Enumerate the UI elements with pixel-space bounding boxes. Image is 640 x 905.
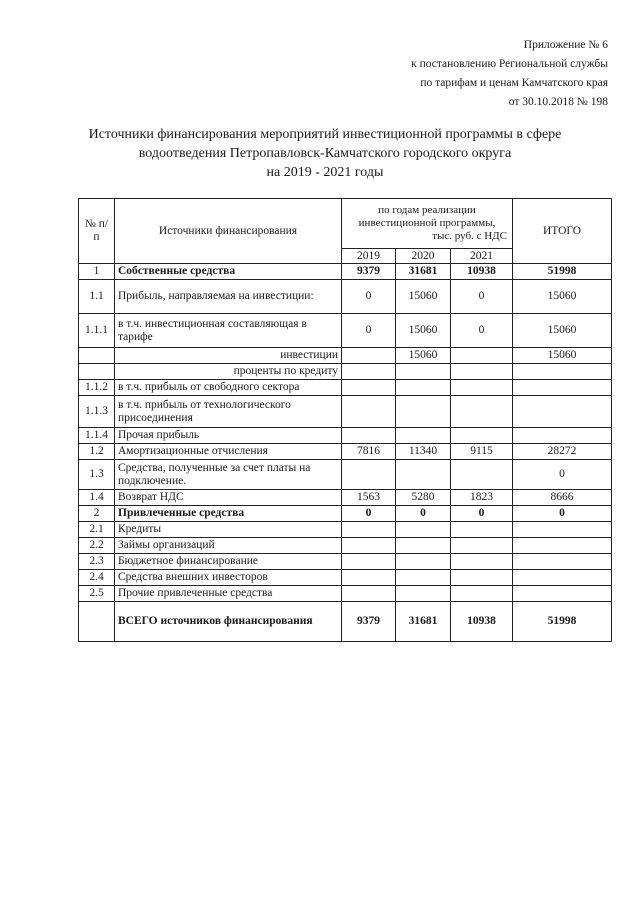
row-value-total	[513, 538, 612, 554]
row-number: 2.3	[79, 554, 115, 570]
header-year: 2021	[451, 249, 513, 264]
table-row	[79, 314, 612, 348]
row-value-2021: 10938	[451, 264, 513, 280]
row-value-total	[513, 522, 612, 538]
row-value-2021: 0	[451, 280, 513, 314]
row-value-2020: 31681	[396, 264, 451, 280]
row-value-2020	[396, 428, 451, 444]
row-value-2021	[451, 522, 513, 538]
row-value-2021: 9115	[451, 444, 513, 460]
header-year: 2019	[342, 249, 396, 264]
appendix-line: от 30.10.2018 № 198	[508, 96, 608, 108]
table-row	[79, 380, 612, 396]
row-number: 1.1.1	[79, 314, 115, 348]
row-value-2020	[396, 460, 451, 490]
title-line: Источники финансирования мероприятий инвестиционной программы в сфере	[88, 127, 562, 142]
row-value-2019	[342, 522, 396, 538]
row-value-total: 15060	[513, 348, 612, 364]
header-source: Источники финансирования	[115, 199, 342, 264]
row-number: 2.4	[79, 570, 115, 586]
row-value-total: 15060	[513, 314, 612, 348]
row-number	[79, 348, 115, 364]
title-line: водоотведения Петропавловск-Камчатского городского округа	[138, 146, 512, 161]
row-value-2019	[342, 554, 396, 570]
row-number: 1.3	[79, 460, 115, 490]
row-value-2021	[451, 348, 513, 364]
row-value-2020	[396, 396, 451, 428]
row-value-2021	[451, 554, 513, 570]
table-row	[79, 490, 612, 506]
row-value-2021	[451, 586, 513, 602]
row-value-total: 0	[513, 460, 612, 490]
row-number: 1.1.2	[79, 380, 115, 396]
row-source-label: в т.ч. прибыль от свободного сектора	[115, 380, 342, 396]
header-unit: тыс. руб. с НДС	[432, 230, 508, 242]
table-row	[79, 396, 612, 428]
grand-total-2019: 9379	[342, 602, 396, 642]
grand-total-value: 51998	[513, 602, 612, 642]
row-source-label: Возврат НДС	[115, 490, 342, 506]
grand-total-2021: 10938	[451, 602, 513, 642]
table-row	[79, 570, 612, 586]
header-total: ИТОГО	[513, 199, 612, 264]
table-row	[79, 264, 612, 280]
row-source-label: Средства внешних инвесторов	[115, 570, 342, 586]
row-value-2021	[451, 570, 513, 586]
appendix-line: Приложение № 6	[523, 39, 608, 51]
table-row	[79, 364, 612, 380]
row-source-label: Собственные средства	[115, 264, 342, 280]
row-source-label: Привлеченные средства	[115, 506, 342, 522]
grand-total-row	[79, 602, 612, 642]
row-value-2020: 15060	[396, 348, 451, 364]
title-line: на 2019 - 2021 годы	[266, 165, 384, 180]
table-row	[79, 538, 612, 554]
row-number: 1	[79, 264, 115, 280]
grand-total-number	[79, 602, 115, 642]
row-value-2020	[396, 380, 451, 396]
row-value-total	[513, 364, 612, 380]
row-source-label: Средства, полученные за счет платы на подключение.	[115, 460, 342, 490]
row-number	[79, 364, 115, 380]
row-value-2020	[396, 538, 451, 554]
row-value-2019: 9379	[342, 264, 396, 280]
document-title	[80, 125, 570, 182]
row-value-2020	[396, 522, 451, 538]
row-number: 1.1.3	[79, 396, 115, 428]
row-value-2020: 11340	[396, 444, 451, 460]
row-value-2021	[451, 460, 513, 490]
row-source-label: Прочие привлеченные средства	[115, 586, 342, 602]
table-row	[79, 428, 612, 444]
table-row	[79, 348, 612, 364]
row-value-2020: 15060	[396, 314, 451, 348]
table-row	[79, 444, 612, 460]
row-source-label: инвестиции	[115, 348, 342, 364]
row-value-2020	[396, 570, 451, 586]
row-value-2019	[342, 380, 396, 396]
header-year: 2020	[396, 249, 451, 264]
grand-total-2020: 31681	[396, 602, 451, 642]
row-value-2021	[451, 428, 513, 444]
row-value-2020: 15060	[396, 280, 451, 314]
grand-total-label: ВСЕГО источников финансирования	[115, 602, 342, 642]
appendix-block	[411, 36, 608, 112]
row-value-2021	[451, 380, 513, 396]
row-source-label: Бюджетное финансирование	[115, 554, 342, 570]
table-row	[79, 460, 612, 490]
header-row	[79, 199, 612, 249]
row-value-2019: 0	[342, 280, 396, 314]
header-period-text: по годам реализации инвестиционной программы,	[358, 204, 496, 229]
row-value-2021: 0	[451, 506, 513, 522]
table-row	[79, 586, 612, 602]
row-value-2019	[342, 348, 396, 364]
row-value-total: 0	[513, 506, 612, 522]
appendix-line: по тарифам и ценам Камчатского края	[420, 77, 608, 89]
row-number: 2.1	[79, 522, 115, 538]
row-source-label: проценты по кредиту	[115, 364, 342, 380]
row-number: 2.5	[79, 586, 115, 602]
row-value-2019	[342, 396, 396, 428]
row-source-label: в т.ч. прибыль от технологического присоединения	[115, 396, 342, 428]
row-value-2021	[451, 364, 513, 380]
row-value-total	[513, 380, 612, 396]
row-value-2019	[342, 538, 396, 554]
row-value-2019	[342, 570, 396, 586]
row-source-label: Амортизационные отчисления	[115, 444, 342, 460]
row-value-2021	[451, 396, 513, 428]
row-value-2020: 0	[396, 506, 451, 522]
header-period	[342, 199, 513, 249]
row-value-total: 28272	[513, 444, 612, 460]
row-value-2019	[342, 460, 396, 490]
row-value-total	[513, 554, 612, 570]
row-source-label: Займы организаций	[115, 538, 342, 554]
row-value-2019: 7816	[342, 444, 396, 460]
row-value-total	[513, 570, 612, 586]
row-value-2021: 0	[451, 314, 513, 348]
table-row	[79, 506, 612, 522]
row-source-label: Кредиты	[115, 522, 342, 538]
row-number: 1.1	[79, 280, 115, 314]
row-value-2020	[396, 586, 451, 602]
row-value-total: 51998	[513, 264, 612, 280]
row-number: 1.2	[79, 444, 115, 460]
row-value-total: 15060	[513, 280, 612, 314]
row-number: 2.2	[79, 538, 115, 554]
row-value-total	[513, 396, 612, 428]
row-value-2019: 1563	[342, 490, 396, 506]
row-source-label: Прочая прибыль	[115, 428, 342, 444]
row-value-total	[513, 428, 612, 444]
row-value-2021	[451, 538, 513, 554]
header-num: № п/п	[79, 199, 115, 264]
row-value-2019: 0	[342, 506, 396, 522]
row-value-2020: 5280	[396, 490, 451, 506]
row-value-total	[513, 586, 612, 602]
row-value-2019	[342, 586, 396, 602]
financing-table	[78, 198, 612, 642]
row-value-total: 8666	[513, 490, 612, 506]
table-row	[79, 554, 612, 570]
table-row	[79, 522, 612, 538]
row-number: 1.4	[79, 490, 115, 506]
row-source-label: в т.ч. инвестиционная составляющая в тарифе	[115, 314, 342, 348]
row-value-2019	[342, 428, 396, 444]
row-value-2020	[396, 364, 451, 380]
row-value-2021: 1823	[451, 490, 513, 506]
appendix-line: к постановлению Региональной службы	[411, 58, 608, 70]
row-number: 1.1.4	[79, 428, 115, 444]
table-row	[79, 280, 612, 314]
row-source-label: Прибыль, направляемая на инвестиции:	[115, 280, 342, 314]
row-value-2019	[342, 364, 396, 380]
row-number: 2	[79, 506, 115, 522]
row-value-2019: 0	[342, 314, 396, 348]
row-value-2020	[396, 554, 451, 570]
